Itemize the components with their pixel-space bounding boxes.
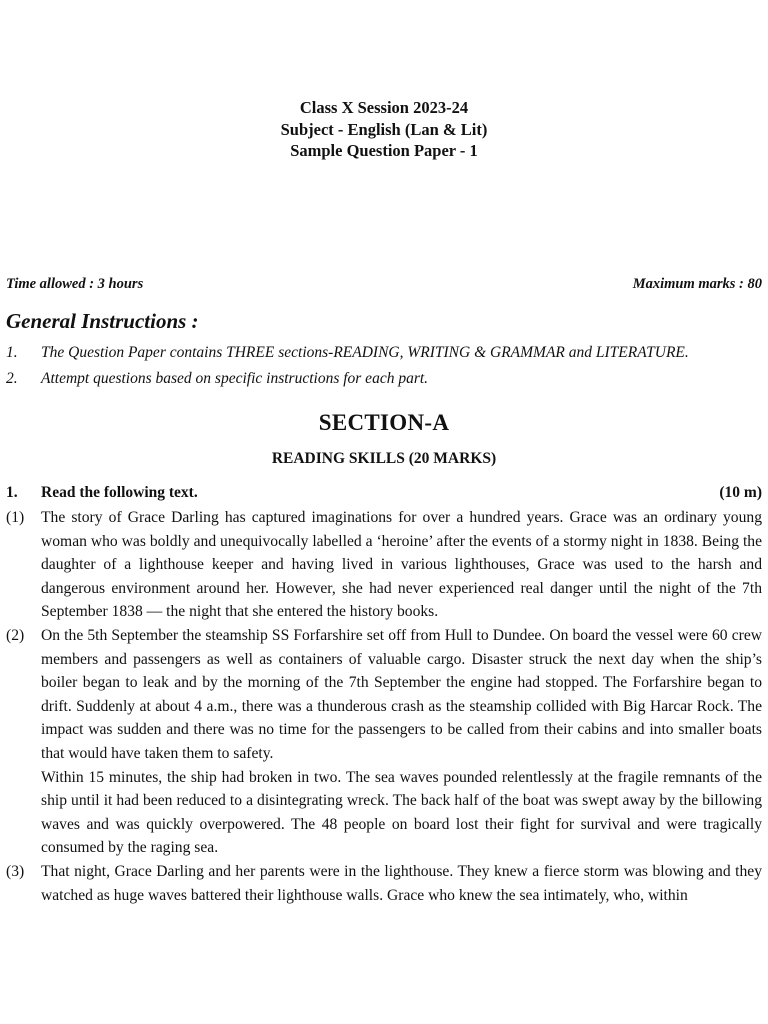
reading-passage xyxy=(6,506,762,907)
instruction-item xyxy=(6,341,762,367)
question-text: Read the following text. xyxy=(41,484,198,501)
instruction-number: 1. xyxy=(6,344,18,361)
general-instructions-list xyxy=(6,341,762,393)
section-subtitle: READING SKILLS (20 MARKS) xyxy=(271,450,497,467)
paragraph-text: That night, Grace Darling and her parents were in the lighthouse. They knew a fierce storm was blowing and they watched as huge waves battered their lighthouse walls. Grace who knew the sea intimately, who, within xyxy=(41,862,762,904)
header-class-session: Class X Session 2023-24 xyxy=(299,98,469,117)
question-number: 1. xyxy=(6,484,18,501)
passage-paragraph xyxy=(6,624,762,766)
instruction-text: The Question Paper contains THREE sections-READING, WRITING & GRAMMAR and LITERATURE. xyxy=(41,344,689,361)
paragraph-text: On the 5th September the steamship SS Forfarshire set off from Hull to Dundee. On board the vessel were 60 crew members and passengers as well as containers of valuable cargo. Disaster struck the next day when the ship’s boiler began to leak and by the morning of the 7th September the engine had stopped. The Forfarshire began to drift. Suddenly at about 4 a.m., there was a thunderous crash as the steamship collided with Big Harcar Rock. The impact was sudden and there was no time for the passengers to be called from their cabins and into smaller boats that would have taken them to safety. xyxy=(41,626,762,762)
general-instructions-title: General Instructions : xyxy=(6,309,199,333)
instruction-number: 2. xyxy=(6,370,18,387)
paragraph-text: Within 15 minutes, the ship had broken in two. The sea waves pounded relentlessly at the fragile remnants of the ship until it had been reduced to a disintegrating wreck. The back half of the boat was swept away by the billowing waves and was quickly overpowered. The 48 people on board lost their fight for survival and were tragically consumed by the raging sea. xyxy=(41,768,762,857)
header-paper-title: Sample Question Paper - 1 xyxy=(290,141,478,160)
instruction-text: Attempt questions based on specific instructions for each part. xyxy=(41,370,429,387)
maximum-marks: Maximum marks : 80 xyxy=(632,276,762,292)
time-allowed: Time allowed : 3 hours xyxy=(6,276,144,292)
passage-paragraph xyxy=(6,506,762,624)
instruction-item xyxy=(6,367,762,393)
header-subject: Subject - English (Lan & Lit) xyxy=(280,119,488,139)
question-marks: (10 m) xyxy=(719,484,762,501)
paragraph-number: (2) xyxy=(6,626,25,644)
paragraph-text: The story of Grace Darling has captured imaginations for over a hundred years. Grace was an ordinary young woman who was boldly and unequivocally labelled a ‘heroine’ after the events of a stormy night in 1838. Being the daughter of a lighthouse keeper and having lived in various lighthouses, Grace was used to the harsh and dangerous environment around her. However, she had never experienced real danger until the night of the 7th September 1838 — the night that she entered the history books. xyxy=(41,509,762,621)
paragraph-number: (1) xyxy=(6,509,25,526)
passage-paragraph xyxy=(6,860,762,907)
exam-meta xyxy=(6,276,762,296)
paragraph-number: (3) xyxy=(6,862,25,880)
question-header xyxy=(6,484,762,506)
section-title: SECTION-A xyxy=(318,410,450,435)
paper-header xyxy=(0,97,768,162)
passage-paragraph-continued xyxy=(6,766,762,860)
